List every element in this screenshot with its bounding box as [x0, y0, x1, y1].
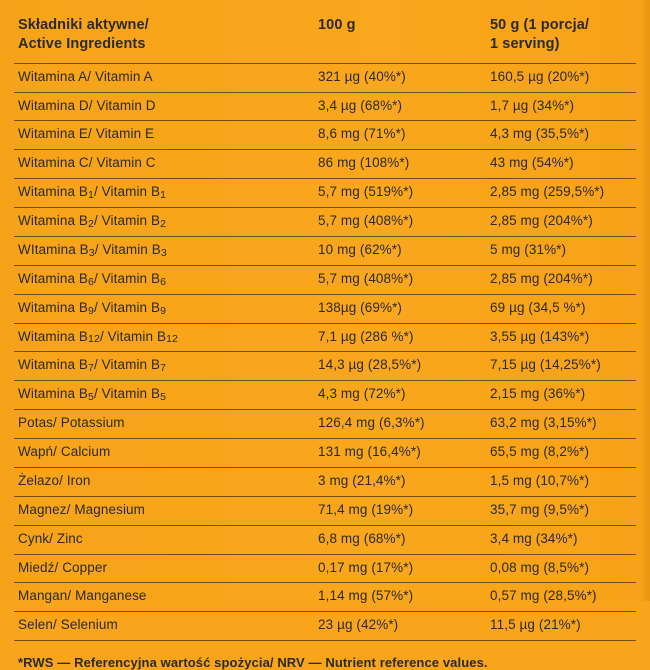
row-value-per-serving: 7,15 µg (14,25%*) [486, 352, 636, 381]
column-header-ingredients-line1: Składniki aktywne/ [18, 17, 149, 33]
row-value-per-serving: 35,7 mg (9,5%*) [486, 496, 636, 525]
table-row [14, 121, 636, 150]
row-value-per-100g: 23 µg (42%*) [314, 612, 486, 641]
table-row [14, 208, 636, 237]
row-value-per-100g: 5,7 mg (408%*) [314, 265, 486, 294]
row-value-per-serving: 1,7 µg (34%*) [486, 92, 636, 121]
row-value-per-100g: 14,3 µg (28,5%*) [314, 352, 486, 381]
row-label: Żelazo/ Iron [14, 467, 314, 496]
table-row [14, 467, 636, 496]
table-row [14, 63, 636, 92]
row-label: Mangan/ Manganese [14, 583, 314, 612]
row-value-per-100g: 138µg (69%*) [314, 294, 486, 323]
table-row [14, 323, 636, 352]
row-label: Witamina $B_2/$ Vitamin $B_2$ [14, 208, 314, 237]
table-row [14, 554, 636, 583]
row-value-per-serving: 63,2 mg (3,15%*) [486, 410, 636, 439]
table-row [14, 265, 636, 294]
row-value-per-100g: 8,6 mg (71%*) [314, 121, 486, 150]
row-value-per-100g: 0,17 mg (17%*) [314, 554, 486, 583]
row-label: Witamina C/ Vitamin C [14, 150, 314, 179]
row-label: WItamina $B_3/$ Vitamin $B_3$ [14, 236, 314, 265]
row-label: Witamina $B_7/$ Vitamin $B_7$ [14, 352, 314, 381]
column-header-ingredients-line2: Active Ingredients [18, 35, 146, 52]
row-value-per-100g: 126,4 mg (6,3%*) [314, 410, 486, 439]
table-body [14, 63, 636, 641]
row-value-per-serving: 4,3 mg (35,5%*) [486, 121, 636, 150]
row-label: Witamina $B_9/$ Vitamin $B_9$ [14, 294, 314, 323]
row-label: Selen/ Selenium [14, 612, 314, 641]
row-value-per-serving: 2,85 mg (204%*) [486, 208, 636, 237]
row-label: Witamina $B_1/$ Vitamin $B_1$ [14, 179, 314, 208]
column-header-per-serving [486, 10, 636, 63]
row-label: Miedź/ Copper [14, 554, 314, 583]
table-row [14, 583, 636, 612]
row-value-per-100g: 10 mg (62%*) [314, 236, 486, 265]
table-row [14, 236, 636, 265]
row-value-per-serving: 160,5 µg (20%*) [486, 63, 636, 92]
table-row [14, 179, 636, 208]
row-value-per-serving: 43 mg (54%*) [486, 150, 636, 179]
table-row [14, 150, 636, 179]
table-header-row [14, 10, 636, 63]
row-value-per-serving: 0,08 mg (8,5%*) [486, 554, 636, 583]
row-label: Witamina $B_6/$ Vitamin $B_6$ [14, 265, 314, 294]
row-value-per-serving: 5 mg (31%*) [486, 236, 636, 265]
table-row [14, 612, 636, 641]
row-value-per-100g: 4,3 mg (72%*) [314, 381, 486, 410]
column-header-per-serving-line1: 50 g (1 porcja/ [490, 17, 590, 33]
table-row [14, 496, 636, 525]
row-value-per-serving: 1,5 mg (10,7%*) [486, 467, 636, 496]
row-value-per-serving: 65,5 mg (8,2%*) [486, 439, 636, 468]
row-label: Witamina E/ Vitamin E [14, 121, 314, 150]
row-value-per-100g: 3 mg (21,4%*) [314, 467, 486, 496]
row-label: Cynk/ Zinc [14, 525, 314, 554]
footnote-nrv: *RWS — Referencyjna wartość spożycia/ NRV — Nutrient reference values. [18, 655, 488, 670]
table-row [14, 352, 636, 381]
row-value-per-serving: 3,55 µg (143%*) [486, 323, 636, 352]
row-value-per-serving: 3,4 mg (34%*) [486, 525, 636, 554]
row-value-per-100g: 86 mg (108%*) [314, 150, 486, 179]
row-label: Witamina $B_{12}/$ Vitamin $B_{12}$ [14, 323, 314, 352]
row-value-per-100g: 131 mg (16,4%*) [314, 439, 486, 468]
table-row [14, 381, 636, 410]
row-value-per-serving: 2,15 mg (36%*) [486, 381, 636, 410]
column-header-ingredients [14, 10, 314, 63]
row-label: Wapń/ Calcium [14, 439, 314, 468]
row-value-per-100g: 321 µg (40%*) [314, 63, 486, 92]
row-value-per-100g: 5,7 mg (408%*) [314, 208, 486, 237]
nutrition-table [14, 10, 636, 641]
table-header [14, 10, 636, 63]
row-label: Potas/ Potassium [14, 410, 314, 439]
table-row [14, 439, 636, 468]
row-value-per-100g: 71,4 mg (19%*) [314, 496, 486, 525]
row-value-per-100g: 1,14 mg (57%*) [314, 583, 486, 612]
column-header-per-serving-line2: 1 serving) [490, 35, 560, 52]
column-header-per-100g-line1: 100 g [318, 17, 356, 33]
row-value-per-100g: 5,7 mg (519%*) [314, 179, 486, 208]
row-label: Witamina D/ Vitamin D [14, 92, 314, 121]
table-row [14, 410, 636, 439]
row-value-per-serving: 2,85 mg (204%*) [486, 265, 636, 294]
row-value-per-serving: 0,57 mg (28,5%*) [486, 583, 636, 612]
row-value-per-serving: 2,85 mg (259,5%*) [486, 179, 636, 208]
row-value-per-100g: 6,8 mg (68%*) [314, 525, 486, 554]
row-value-per-serving: 69 µg (34,5 %*) [486, 294, 636, 323]
row-label: Magnez/ Magnesium [14, 496, 314, 525]
table-row [14, 92, 636, 121]
table-row [14, 294, 636, 323]
column-header-per-100g [314, 10, 486, 63]
row-value-per-100g: 3,4 µg (68%*) [314, 92, 486, 121]
row-value-per-serving: 11,5 µg (21%*) [486, 612, 636, 641]
row-value-per-100g: 7,1 µg (286 %*) [314, 323, 486, 352]
row-label: Witamina $B_5/$ Vitamin $B_5$ [14, 381, 314, 410]
table-row [14, 525, 636, 554]
row-label: Witamina A/ Vitamin A [14, 63, 314, 92]
